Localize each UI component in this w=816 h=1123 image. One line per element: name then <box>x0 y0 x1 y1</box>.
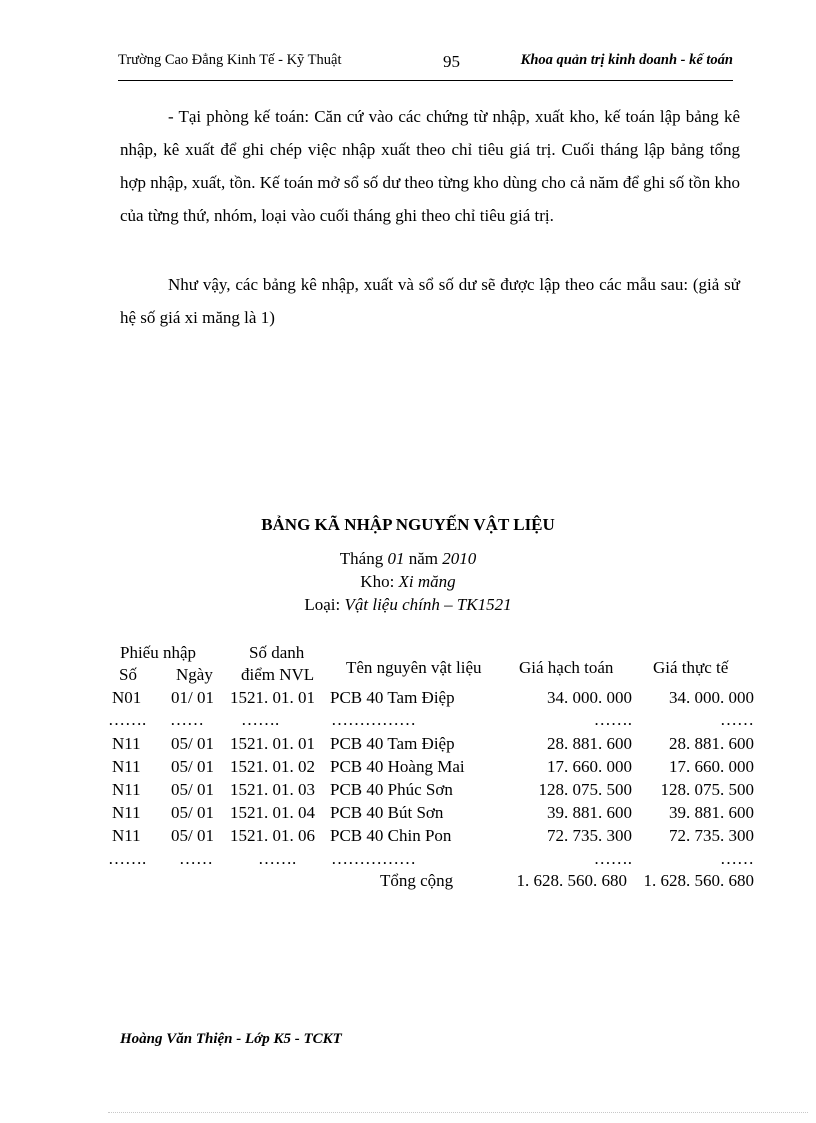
table-row-cell-actual: …… <box>720 710 754 729</box>
table-row-cell-actual: 17. 660. 000 <box>669 757 754 776</box>
col-header-code-2: điểm NVL <box>241 665 315 684</box>
page-footer: Hoàng Văn Thiện - Lớp K5 - TCKT <box>120 1031 342 1047</box>
page-edge-divider <box>108 1112 808 1113</box>
table-row-cell-no: N11 <box>112 757 141 776</box>
table-row-cell-actual: 72. 735. 300 <box>669 826 754 845</box>
table-row-cell-code: 1521. 01. 04 <box>230 803 315 822</box>
month-line: Tháng 01 năm 2010 <box>339 549 477 568</box>
table-row-cell-book: 72. 735. 300 <box>547 826 632 845</box>
table-row-cell-no: N11 <box>112 780 141 799</box>
table-row-cell-date: 05/ 01 <box>171 826 214 845</box>
paragraph-accounting-office: - Tại phòng kế toán: Căn cứ vào các chứng từ nhập, xuất kho, kế toán lập bảng kê nhập, kê xuất để ghi chép việc nhập xuất theo chỉ tiêu giá trị. Cuối tháng lập bảng tổng hợp nhập, xuất, tồn. Kế toán mở sổ số dư theo từng kho dùng cho cả năm để ghi số tồn kho của từng thứ, nhóm, loại vào cuối tháng ghi theo chỉ tiêu giá trị. <box>120 107 740 225</box>
type-line: Loại: Vật liệu chính – TK1521 <box>304 595 512 614</box>
table-row-cell-no: N01 <box>112 688 142 707</box>
faculty-name: Khoa quản trị kinh doanh - kế toán <box>520 52 733 68</box>
table-row-cell-book: 128. 075. 500 <box>538 780 632 799</box>
table-row-cell-name: PCB 40 Bút Sơn <box>330 803 444 822</box>
table-row-cell-name: PCB 40 Tam Điệp <box>330 734 455 753</box>
total-actual-price: 1. 628. 560. 680 <box>643 871 754 890</box>
warehouse-line: Kho: Xi măng <box>360 572 456 591</box>
table-row-cell-actual: 34. 000. 000 <box>669 688 754 707</box>
table-row-cell-name: PCB 40 Hoàng Mai <box>330 757 465 776</box>
table-row-cell-actual: 39. 881. 600 <box>669 803 754 822</box>
table-row-cell-name: PCB 40 Tam Điệp <box>330 688 455 707</box>
page-header <box>118 52 733 81</box>
table-row-cell-date: 05/ 01 <box>171 757 214 776</box>
table-row-cell-code: ……. <box>241 710 280 729</box>
table-row-cell-book: 28. 881. 600 <box>547 734 632 753</box>
col-header-actual-price: Giá thực tế <box>653 658 729 677</box>
table-row-cell-date: …… <box>179 849 213 868</box>
table-row-cell-book: 17. 660. 000 <box>547 757 632 776</box>
table-row-cell-no: N11 <box>112 826 141 845</box>
table-row-cell-book: ……. <box>593 849 632 868</box>
table-row-cell-book: ……. <box>593 710 632 729</box>
table-row-cell-code: ……. <box>258 849 297 868</box>
table-row-cell-code: 1521. 01. 06 <box>230 826 315 845</box>
table-row-cell-book: 34. 000. 000 <box>547 688 632 707</box>
table-row-cell-no: N11 <box>112 803 141 822</box>
col-header-book-price: Giá hạch toán <box>519 658 614 677</box>
table-row-cell-date: 01/ 01 <box>171 688 214 707</box>
paragraph-forms-intro: Như vậy, các bảng kê nhập, xuất và sổ số dư sẽ được lập theo các mẫu sau: (giả sử hệ số giá xi măng là 1) <box>120 275 740 327</box>
total-book-price: 1. 628. 560. 680 <box>516 871 627 890</box>
total-label: Tổng cộng <box>380 871 454 890</box>
table-row-cell-no: ……. <box>108 710 147 729</box>
table-row-cell-book: 39. 881. 600 <box>547 803 632 822</box>
table-row-cell-no: ……. <box>108 849 147 868</box>
table-row-cell-code: 1521. 01. 02 <box>230 757 315 776</box>
table-row-cell-actual: 128. 075. 500 <box>660 780 754 799</box>
table-title: BẢNG KÃ NHẬP NGUYẾN VẬT LIỆU <box>261 515 555 534</box>
school-name: Trường Cao Đẳng Kinh Tế - Kỹ Thuật <box>118 52 342 68</box>
table-row-cell-name: PCB 40 Chin Pon <box>330 826 452 845</box>
col-header-receipt: Phiếu nhập <box>120 643 197 662</box>
table-row-cell-no: N11 <box>112 734 141 753</box>
table-row-cell-date: 05/ 01 <box>171 803 214 822</box>
table-row-cell-actual: …… <box>720 849 754 868</box>
table-row-cell-date: 05/ 01 <box>171 780 214 799</box>
table-row-cell-code: 1521. 01. 01 <box>230 734 315 753</box>
col-header-no: Số <box>119 665 137 684</box>
table-row-cell-name: …………… <box>331 849 416 868</box>
table-row-cell-code: 1521. 01. 01 <box>230 688 315 707</box>
table-row-cell-name: …………… <box>331 710 416 729</box>
table-row-cell-date: …… <box>170 710 204 729</box>
col-header-code-1: Số danh <box>249 643 305 662</box>
page-number: 95 <box>443 52 460 71</box>
table-row-cell-code: 1521. 01. 03 <box>230 780 315 799</box>
col-header-name: Tên nguyên vật liệu <box>346 658 482 677</box>
col-header-date: Ngày <box>176 665 213 684</box>
table-row-cell-name: PCB 40 Phúc Sơn <box>330 780 453 799</box>
table-row-cell-actual: 28. 881. 600 <box>669 734 754 753</box>
table-row-cell-date: 05/ 01 <box>171 734 214 753</box>
